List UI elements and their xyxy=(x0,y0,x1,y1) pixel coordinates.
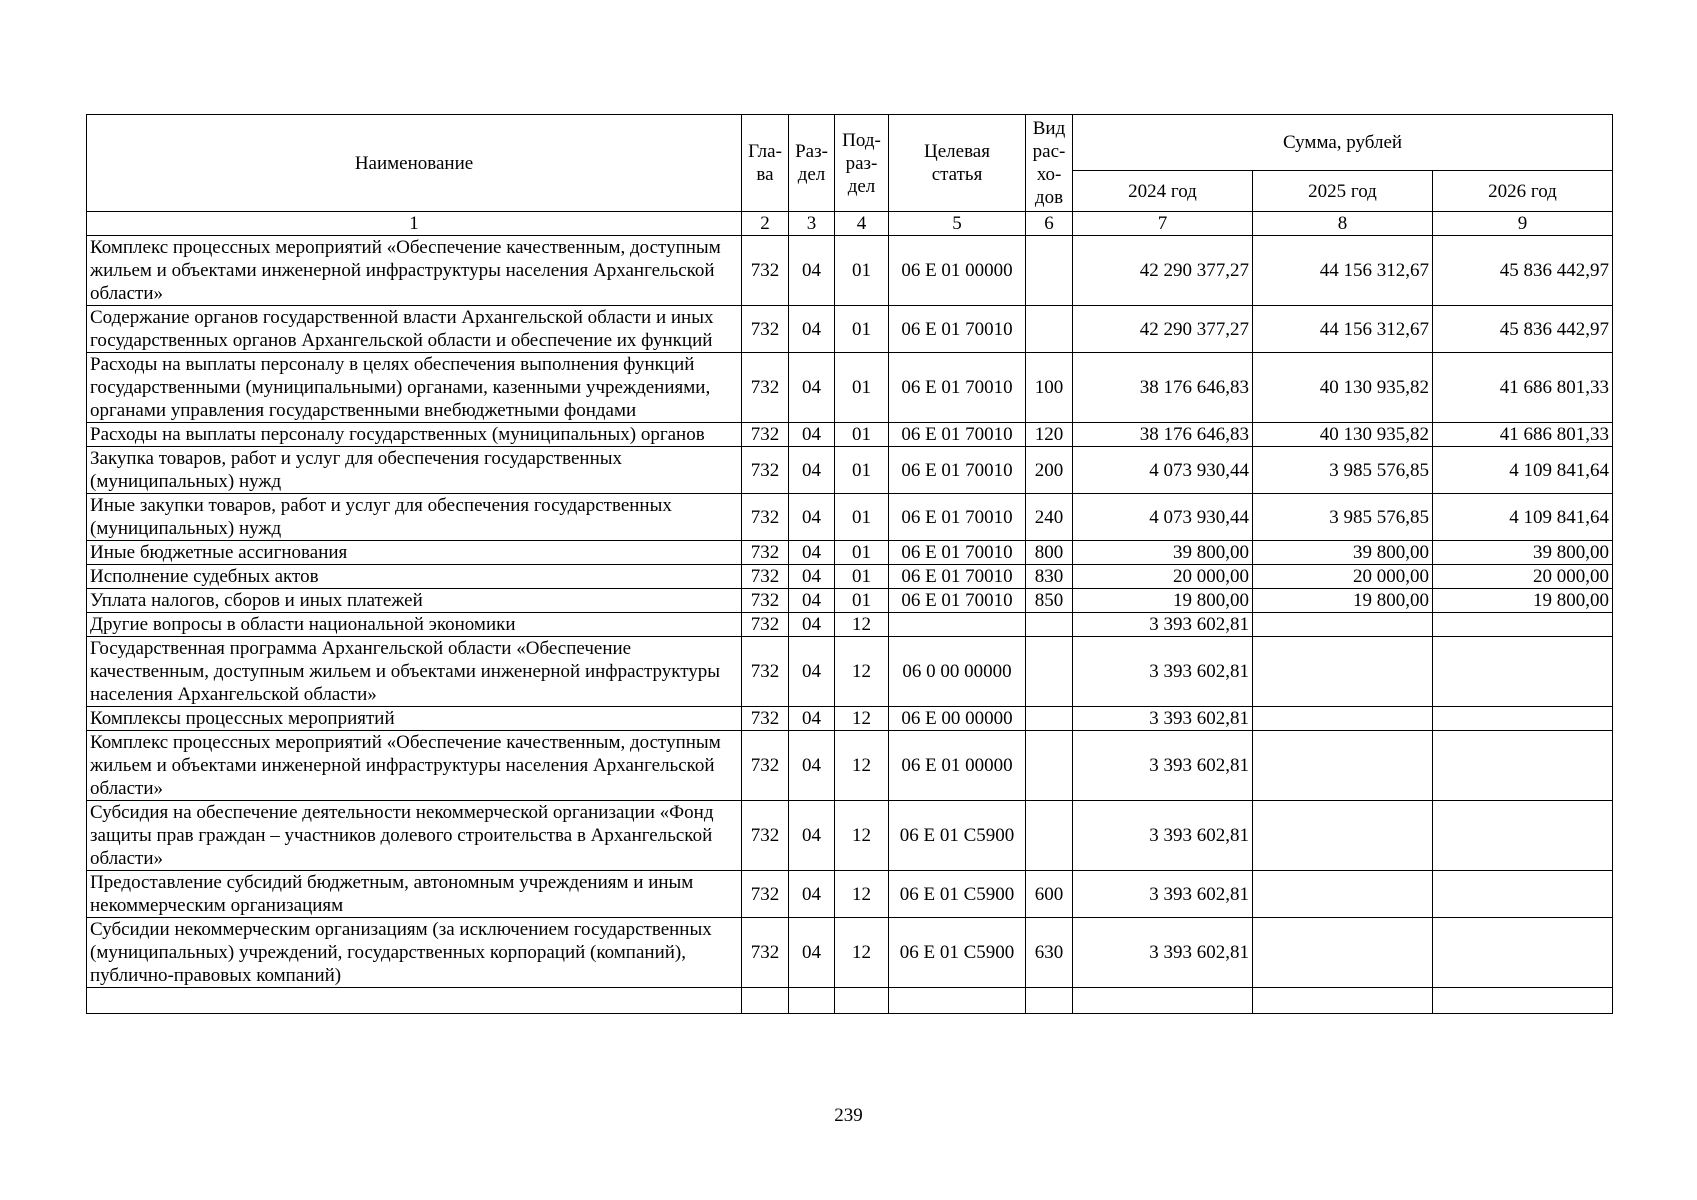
row-expense-type xyxy=(1026,613,1073,637)
row-sum-2024: 19 800,00 xyxy=(1073,589,1253,613)
row-name: Комплексы процессных мероприятий xyxy=(87,707,742,731)
row-subsection: 01 xyxy=(835,589,889,613)
header-year-2026: 2026 год xyxy=(1433,171,1613,212)
row-name: Иные бюджетные ассигнования xyxy=(87,541,742,565)
column-number: 7 xyxy=(1073,212,1253,236)
table-row xyxy=(87,613,1613,637)
row-sum-2026: 4 109 841,64 xyxy=(1433,447,1613,494)
row-sum-2025: 3 985 576,85 xyxy=(1253,447,1433,494)
row-chapter: 732 xyxy=(742,236,789,306)
row-section: 04 xyxy=(789,613,835,637)
row-sum-2026 xyxy=(1433,801,1613,871)
row-sum-2024: 3 393 602,81 xyxy=(1073,731,1253,801)
row-sum-2026 xyxy=(1433,731,1613,801)
row-name: Государственная программа Архангельской области «Обеспечение качественным, доступным жильем и объектами инженерной инфраструктуры населения Архангельской области» xyxy=(87,637,742,707)
row-expense-type: 120 xyxy=(1026,423,1073,447)
column-number: 2 xyxy=(742,212,789,236)
table-row xyxy=(87,494,1613,541)
row-chapter: 732 xyxy=(742,353,789,423)
header-chapter: Гла- ва xyxy=(742,115,789,212)
empty-table-row xyxy=(87,988,1613,1014)
row-sum-2024: 3 393 602,81 xyxy=(1073,871,1253,918)
row-section: 04 xyxy=(789,801,835,871)
column-number: 9 xyxy=(1433,212,1613,236)
row-subsection: 12 xyxy=(835,871,889,918)
row-sum-2025 xyxy=(1253,918,1433,988)
row-sum-2025: 40 130 935,82 xyxy=(1253,353,1433,423)
row-target-article: 06 Е 01 70010 xyxy=(889,541,1026,565)
row-chapter: 732 xyxy=(742,541,789,565)
row-subsection: 01 xyxy=(835,423,889,447)
row-section: 04 xyxy=(789,707,835,731)
header-section: Раз- дел xyxy=(789,115,835,212)
row-subsection: 01 xyxy=(835,494,889,541)
table-row xyxy=(87,801,1613,871)
row-sum-2025 xyxy=(1253,613,1433,637)
table-row xyxy=(87,731,1613,801)
page-number: 239 xyxy=(834,1105,863,1126)
row-subsection: 01 xyxy=(835,236,889,306)
row-sum-2024: 3 393 602,81 xyxy=(1073,801,1253,871)
row-target-article: 06 Е 01 70010 xyxy=(889,447,1026,494)
table-row xyxy=(87,236,1613,306)
row-target-article: 06 Е 01 70010 xyxy=(889,423,1026,447)
table-row xyxy=(87,871,1613,918)
row-sum-2025: 20 000,00 xyxy=(1253,565,1433,589)
row-section: 04 xyxy=(789,589,835,613)
row-sum-2026 xyxy=(1433,918,1613,988)
row-sum-2025: 44 156 312,67 xyxy=(1253,236,1433,306)
column-number: 8 xyxy=(1253,212,1433,236)
row-subsection: 01 xyxy=(835,447,889,494)
row-sum-2026: 39 800,00 xyxy=(1433,541,1613,565)
column-number: 6 xyxy=(1026,212,1073,236)
column-number: 5 xyxy=(889,212,1026,236)
row-sum-2024: 42 290 377,27 xyxy=(1073,306,1253,353)
row-section: 04 xyxy=(789,236,835,306)
row-sum-2024: 3 393 602,81 xyxy=(1073,707,1253,731)
header-subsection: Под- раз- дел xyxy=(835,115,889,212)
row-sum-2026 xyxy=(1433,613,1613,637)
row-expense-type xyxy=(1026,236,1073,306)
row-name: Субсидии некоммерческим организациям (за исключением государственных (муниципальных) учреждений, государственных корпораций (компаний), публично-правовых компаний) xyxy=(87,918,742,988)
budget-table xyxy=(86,114,1613,1014)
row-expense-type xyxy=(1026,637,1073,707)
row-subsection: 12 xyxy=(835,918,889,988)
row-sum-2024: 4 073 930,44 xyxy=(1073,447,1253,494)
row-expense-type: 240 xyxy=(1026,494,1073,541)
row-subsection: 01 xyxy=(835,565,889,589)
row-chapter: 732 xyxy=(742,707,789,731)
row-sum-2026: 4 109 841,64 xyxy=(1433,494,1613,541)
row-sum-2025 xyxy=(1253,637,1433,707)
row-chapter: 732 xyxy=(742,918,789,988)
table-row xyxy=(87,589,1613,613)
row-expense-type: 200 xyxy=(1026,447,1073,494)
header-target-article: Целевая статья xyxy=(889,115,1026,212)
row-chapter: 732 xyxy=(742,731,789,801)
row-sum-2024: 38 176 646,83 xyxy=(1073,423,1253,447)
row-target-article: 06 Е 01 70010 xyxy=(889,306,1026,353)
table-row xyxy=(87,423,1613,447)
row-section: 04 xyxy=(789,423,835,447)
row-target-article: 06 Е 01 С5900 xyxy=(889,918,1026,988)
row-target-article: 06 Е 00 00000 xyxy=(889,707,1026,731)
row-chapter: 732 xyxy=(742,637,789,707)
row-target-article xyxy=(889,613,1026,637)
row-chapter: 732 xyxy=(742,447,789,494)
row-chapter: 732 xyxy=(742,589,789,613)
row-chapter: 732 xyxy=(742,494,789,541)
row-sum-2024: 3 393 602,81 xyxy=(1073,918,1253,988)
table-body xyxy=(87,236,1613,1014)
header-year-2024: 2024 год xyxy=(1073,171,1253,212)
row-sum-2024: 39 800,00 xyxy=(1073,541,1253,565)
row-target-article: 06 Е 01 70010 xyxy=(889,494,1026,541)
row-chapter: 732 xyxy=(742,613,789,637)
row-sum-2026 xyxy=(1433,637,1613,707)
row-sum-2024: 20 000,00 xyxy=(1073,565,1253,589)
table-row xyxy=(87,541,1613,565)
row-expense-type: 800 xyxy=(1026,541,1073,565)
row-name: Комплекс процессных мероприятий «Обеспечение качественным, доступным жильем и объектами инженерной инфраструктуры населения Архангельской области» xyxy=(87,731,742,801)
row-section: 04 xyxy=(789,637,835,707)
row-name: Исполнение судебных актов xyxy=(87,565,742,589)
row-name: Содержание органов государственной власти Архангельской области и иных государственных органов Архангельской области и обеспечение их функций xyxy=(87,306,742,353)
table-row xyxy=(87,637,1613,707)
row-expense-type: 630 xyxy=(1026,918,1073,988)
header-name: Наименование xyxy=(87,115,742,212)
row-sum-2025: 40 130 935,82 xyxy=(1253,423,1433,447)
row-section: 04 xyxy=(789,871,835,918)
row-sum-2026: 45 836 442,97 xyxy=(1433,236,1613,306)
row-name: Субсидия на обеспечение деятельности некоммерческой организации «Фонд защиты прав граждан – участников долевого строительства в Архангельской области» xyxy=(87,801,742,871)
row-name: Закупка товаров, работ и услуг для обеспечения государственных (муниципальных) нужд xyxy=(87,447,742,494)
row-chapter: 732 xyxy=(742,423,789,447)
row-sum-2024: 3 393 602,81 xyxy=(1073,613,1253,637)
row-section: 04 xyxy=(789,731,835,801)
row-expense-type xyxy=(1026,306,1073,353)
row-sum-2026: 45 836 442,97 xyxy=(1433,306,1613,353)
row-section: 04 xyxy=(789,353,835,423)
row-target-article: 06 Е 01 С5900 xyxy=(889,801,1026,871)
row-chapter: 732 xyxy=(742,565,789,589)
row-subsection: 12 xyxy=(835,801,889,871)
row-name: Другие вопросы в области национальной экономики xyxy=(87,613,742,637)
row-expense-type: 100 xyxy=(1026,353,1073,423)
row-chapter: 732 xyxy=(742,871,789,918)
row-name: Уплата налогов, сборов и иных платежей xyxy=(87,589,742,613)
row-name: Расходы на выплаты персоналу в целях обеспечения выполнения функций государственными (муниципальными) органами, казенными учреждениями, органами управления государственными внебюджетными фондами xyxy=(87,353,742,423)
row-subsection: 12 xyxy=(835,731,889,801)
table-row xyxy=(87,707,1613,731)
row-sum-2026: 19 800,00 xyxy=(1433,589,1613,613)
row-chapter: 732 xyxy=(742,801,789,871)
column-number-row xyxy=(87,212,1613,236)
row-sum-2026: 41 686 801,33 xyxy=(1433,353,1613,423)
row-expense-type: 600 xyxy=(1026,871,1073,918)
table-row xyxy=(87,447,1613,494)
row-section: 04 xyxy=(789,565,835,589)
row-section: 04 xyxy=(789,541,835,565)
header-sum: Сумма, рублей xyxy=(1073,115,1613,171)
row-sum-2024: 4 073 930,44 xyxy=(1073,494,1253,541)
row-expense-type: 850 xyxy=(1026,589,1073,613)
table-row xyxy=(87,918,1613,988)
row-name: Иные закупки товаров, работ и услуг для обеспечения государственных (муниципальных) нужд xyxy=(87,494,742,541)
row-section: 04 xyxy=(789,447,835,494)
row-section: 04 xyxy=(789,306,835,353)
row-sum-2025: 3 985 576,85 xyxy=(1253,494,1433,541)
row-target-article: 06 Е 01 70010 xyxy=(889,565,1026,589)
row-target-article: 06 Е 01 00000 xyxy=(889,236,1026,306)
row-subsection: 01 xyxy=(835,541,889,565)
row-sum-2025 xyxy=(1253,801,1433,871)
row-sum-2024: 38 176 646,83 xyxy=(1073,353,1253,423)
row-sum-2025 xyxy=(1253,871,1433,918)
row-subsection: 12 xyxy=(835,637,889,707)
row-sum-2026: 20 000,00 xyxy=(1433,565,1613,589)
header-expense-type: Вид рас- хо- дов xyxy=(1026,115,1073,212)
row-sum-2026 xyxy=(1433,707,1613,731)
row-expense-type xyxy=(1026,731,1073,801)
row-expense-type xyxy=(1026,801,1073,871)
row-name: Расходы на выплаты персоналу государственных (муниципальных) органов xyxy=(87,423,742,447)
row-sum-2025 xyxy=(1253,731,1433,801)
column-number: 1 xyxy=(87,212,742,236)
row-sum-2025: 44 156 312,67 xyxy=(1253,306,1433,353)
row-sum-2026: 41 686 801,33 xyxy=(1433,423,1613,447)
row-target-article: 06 Е 01 70010 xyxy=(889,589,1026,613)
row-subsection: 01 xyxy=(835,306,889,353)
row-name: Предоставление субсидий бюджетным, автономным учреждениям и иным некоммерческим организациям xyxy=(87,871,742,918)
row-section: 04 xyxy=(789,494,835,541)
table-row xyxy=(87,306,1613,353)
row-expense-type: 830 xyxy=(1026,565,1073,589)
row-sum-2025 xyxy=(1253,707,1433,731)
row-target-article: 06 Е 01 70010 xyxy=(889,353,1026,423)
row-name: Комплекс процессных мероприятий «Обеспечение качественным, доступным жильем и объектами инженерной инфраструктуры населения Архангельской области» xyxy=(87,236,742,306)
row-sum-2025: 39 800,00 xyxy=(1253,541,1433,565)
row-sum-2025: 19 800,00 xyxy=(1253,589,1433,613)
table-row xyxy=(87,565,1613,589)
table-row xyxy=(87,353,1613,423)
row-sum-2026 xyxy=(1433,871,1613,918)
row-target-article: 06 Е 01 00000 xyxy=(889,731,1026,801)
row-subsection: 12 xyxy=(835,613,889,637)
row-expense-type xyxy=(1026,707,1073,731)
column-number: 3 xyxy=(789,212,835,236)
header-year-2025: 2025 год xyxy=(1253,171,1433,212)
row-sum-2024: 42 290 377,27 xyxy=(1073,236,1253,306)
row-target-article: 06 Е 01 С5900 xyxy=(889,871,1026,918)
row-subsection: 01 xyxy=(835,353,889,423)
row-section: 04 xyxy=(789,918,835,988)
row-sum-2024: 3 393 602,81 xyxy=(1073,637,1253,707)
column-number: 4 xyxy=(835,212,889,236)
row-target-article: 06 0 00 00000 xyxy=(889,637,1026,707)
row-subsection: 12 xyxy=(835,707,889,731)
row-chapter: 732 xyxy=(742,306,789,353)
